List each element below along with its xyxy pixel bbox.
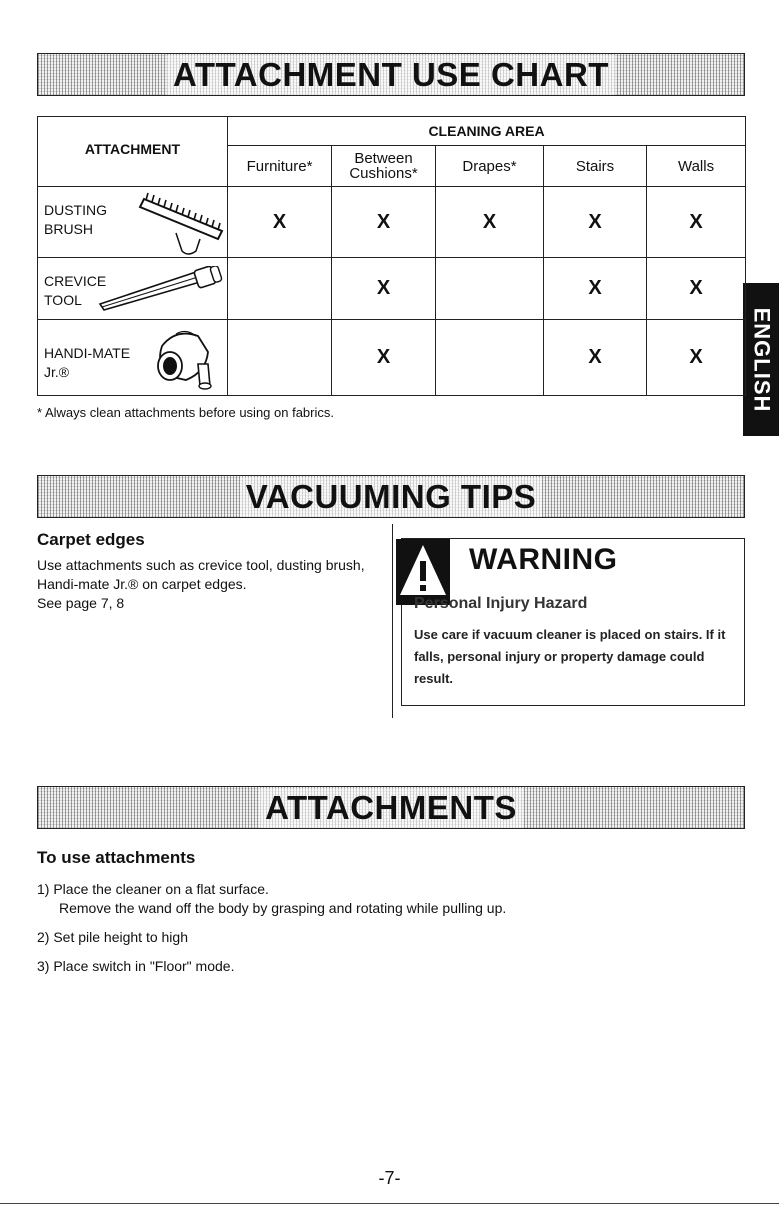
language-tab — [743, 283, 779, 436]
column-header: Furniture* — [228, 146, 332, 187]
usage-mark: X — [647, 187, 746, 258]
attachment-cell — [38, 187, 228, 258]
instruction-step: 3) Place switch in "Floor" mode. — [37, 958, 235, 974]
usage-mark: X — [228, 187, 332, 258]
column-header: Stairs — [544, 146, 647, 187]
column-header: Walls — [647, 146, 746, 187]
usage-mark — [436, 258, 544, 320]
step-text: 1) Place the cleaner on a flat surface. — [37, 881, 269, 897]
carpet-edges-tip — [37, 530, 387, 613]
banner-attachments — [37, 786, 745, 829]
attachment-name-line: BRUSH — [44, 221, 94, 237]
column-header: Drapes* — [436, 146, 544, 187]
usage-mark: X — [436, 187, 544, 258]
handi-mate-icon — [146, 324, 224, 392]
usage-mark: X — [544, 258, 647, 320]
usage-mark — [228, 320, 332, 396]
instructions-heading: To use attachments — [37, 848, 196, 867]
chart-footnote: * Always clean attachments before using on fabrics. — [37, 405, 334, 420]
warning-text: Use care if vacuum cleaner is placed on stairs. If it falls, personal injury or property damage could result. — [414, 627, 726, 686]
attachment-name-line: CREVICE — [44, 273, 107, 289]
warning-box — [401, 538, 745, 706]
tip-heading: Carpet edges — [37, 530, 145, 549]
usage-mark: X — [544, 187, 647, 258]
instruction-step — [37, 880, 737, 918]
page-number: -7- — [378, 1168, 401, 1188]
attachment-name-line: Jr.® — [44, 364, 70, 380]
attachment-name-line: TOOL — [44, 292, 82, 308]
column-divider — [392, 524, 393, 718]
bottom-rule — [0, 1203, 779, 1204]
cleaning-area-header: CLEANING AREA — [228, 117, 746, 146]
language-tab-label: ENGLISH — [749, 307, 775, 412]
usage-mark: X — [647, 258, 746, 320]
usage-mark — [228, 258, 332, 320]
crevice-tool-icon — [96, 266, 226, 312]
tip-text: Use attachments such as crevice tool, dusting brush, Handi-mate Jr.® on carpet edges. — [37, 557, 365, 592]
warning-title: WARNING — [469, 543, 618, 576]
banner-title: ATTACHMENTS — [259, 788, 523, 828]
instruction-step: 2) Set pile height to high — [37, 929, 188, 945]
column-header: Between Cushions* — [332, 146, 436, 187]
table-row — [38, 258, 746, 320]
usage-mark — [436, 320, 544, 396]
banner-vacuuming-tips — [37, 475, 745, 518]
attachment-cell — [38, 258, 228, 320]
attachment-name-line: HANDI-MATE — [44, 345, 131, 361]
usage-mark: X — [332, 320, 436, 396]
table-row — [38, 320, 746, 396]
banner-attachment-use-chart — [37, 53, 745, 96]
attachment-label — [44, 201, 107, 239]
attachment-name-line: DUSTING — [44, 202, 107, 218]
usage-mark: X — [332, 258, 436, 320]
attachments-instructions — [37, 848, 737, 986]
attachment-cell — [38, 320, 228, 396]
attachment-use-table — [37, 116, 746, 396]
attachment-label — [44, 344, 130, 382]
usage-mark: X — [647, 320, 746, 396]
dusting-brush-icon — [138, 191, 226, 257]
usage-mark: X — [332, 187, 436, 258]
tip-page-reference: See page 7, 8 — [37, 595, 125, 611]
usage-mark: X — [544, 320, 647, 396]
banner-title: ATTACHMENT USE CHART — [167, 55, 615, 95]
step-text: Remove the wand off the body by grasping and rotating while pulling up. — [59, 900, 507, 916]
banner-title: VACUUMING TIPS — [240, 477, 543, 517]
warning-subtitle: Personal Injury Hazard — [414, 595, 588, 612]
attachment-column-header: ATTACHMENT — [38, 117, 228, 187]
table-row — [38, 187, 746, 258]
